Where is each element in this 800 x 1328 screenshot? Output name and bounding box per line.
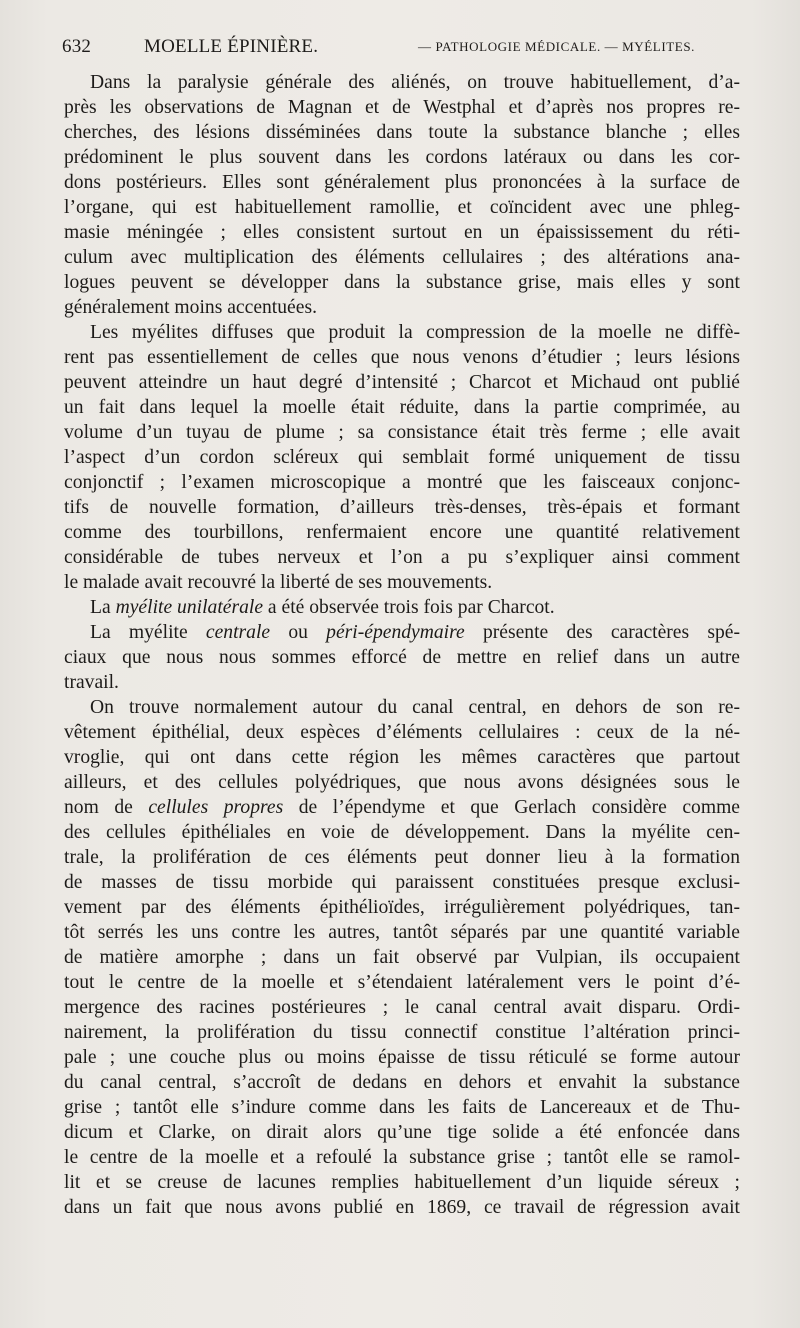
text-line: cherches, des lésions disséminées dans toute la substance blanche ; elles xyxy=(64,122,740,143)
text-line: Les myélites diffuses que produit la compression de la moelle ne diffè- xyxy=(90,322,740,343)
text-line: mergence des racines postérieures ; le canal central avait disparu. Ordi- xyxy=(64,997,740,1018)
text-line: conjonctif ; l’examen microscopique a montré que les faisceaux conjonc- xyxy=(64,472,740,493)
text-line: tifs de nouvelle formation, d’ailleurs très-denses, très-épais et formant xyxy=(64,497,740,518)
text-line: volume d’un tuyau de plume ; sa consistance était très ferme ; elle avait xyxy=(64,422,740,443)
text-line: La myélite centrale ou péri-épendymaire présente des caractères spé- xyxy=(90,622,740,643)
text-line: vêtement épithélial, deux espèces d’éléments cellulaires : ceux de la né- xyxy=(64,722,740,743)
text-line: tôt serrés les uns contre les autres, tantôt séparés par une quantité variable xyxy=(64,922,740,943)
text-line: trale, la prolifération de ces éléments peut donner lieu à la formation xyxy=(64,847,740,868)
text-line: considérable de tubes nerveux et l’on a pu s’expliquer ainsi comment xyxy=(64,547,740,568)
text-line: vroglie, qui ont dans cette région les mêmes caractères que partout xyxy=(64,747,740,768)
text-line: tout le centre de la moelle et s’étendaient latéralement vers le point d’é- xyxy=(64,972,740,993)
text-line: l’organe, qui est habituellement ramollie, et coïncident avec une phleg- xyxy=(64,197,740,218)
text-line: de masses de tissu morbide qui paraissent constituées presque exclusi- xyxy=(64,872,740,893)
text-line: vement par des éléments épithélioïdes, irrégulièrement polyédriques, tan- xyxy=(64,897,740,918)
text-line: logues peuvent se développer dans la substance grise, mais elles y sont xyxy=(64,272,740,293)
text-line: peuvent atteindre un haut degré d’intensité ; Charcot et Michaud ont publié xyxy=(64,372,740,393)
text-line: de matière amorphe ; dans un fait observé par Vulpian, ils occupaient xyxy=(64,947,740,968)
header-title: MOELLE ÉPINIÈRE. xyxy=(144,36,319,57)
text-line: pale ; une couche plus ou moins épaisse de tissu réticulé se forme autour xyxy=(64,1047,740,1068)
text-line: dans un fait que nous avons publié en 1869, ce travail de régression avait xyxy=(64,1197,740,1218)
body-text xyxy=(64,70,740,1220)
text-line: un fait dans lequel la moelle était réduite, dans la partie comprimée, au xyxy=(64,397,740,418)
text-line: dons postérieurs. Elles sont généralement plus prononcées à la surface de xyxy=(64,172,740,193)
text-line: du canal central, s’accroît de dedans en dehors et envahit la substance xyxy=(64,1072,740,1093)
text-line: culum avec multiplication des éléments cellulaires ; des altérations ana- xyxy=(64,247,740,268)
text-line: nom de cellules propres de l’épendyme et que Gerlach considère comme xyxy=(64,797,740,818)
text-line: grise ; tantôt elle s’indure comme dans les faits de Lancereaux et de Thu- xyxy=(64,1097,740,1118)
text-line: masie méningée ; elles consistent surtout en un épaississement du réti- xyxy=(64,222,740,243)
text-line: ciaux que nous nous sommes efforcé de mettre en relief dans un autre xyxy=(64,647,740,668)
text-line: le malade avait recouvré la liberté de ses mouvements. xyxy=(64,572,493,593)
text-line: le centre de la moelle et a refoulé la substance grise ; tantôt elle se ramol- xyxy=(64,1147,740,1168)
text-line: comme des tourbillons, renfermaient encore une quantité relativement xyxy=(64,522,740,543)
text-line: nairement, la prolifération du tissu connectif constitue l’altération princi- xyxy=(64,1022,740,1043)
text-line: des cellules épithéliales en voie de développement. Dans la myélite cen- xyxy=(64,822,740,843)
text-line: rent pas essentiellement de celles que nous venons d’étudier ; leurs lésions xyxy=(64,347,740,368)
text-line: lit et se creuse de lacunes remplies habituellement d’un liquide séreux ; xyxy=(64,1172,740,1193)
text-line: travail. xyxy=(64,672,119,693)
text-line: On trouve normalement autour du canal central, en dehors de son re- xyxy=(90,697,740,718)
text-line: Dans la paralysie générale des aliénés, on trouve habituellement, d’a- xyxy=(90,72,740,93)
text-line: prédominent le plus souvent dans les cordons latéraux ou dans les cor- xyxy=(64,147,740,168)
text-line: généralement moins accentuées. xyxy=(64,297,317,318)
header-subtitle: — PATHOLOGIE MÉDICALE. — MYÉLITES. xyxy=(418,39,696,54)
text-line: près les observations de Magnan et de Westphal et d’après nos propres re- xyxy=(64,97,740,118)
page-number: 632 xyxy=(62,36,92,57)
running-header xyxy=(62,36,742,60)
text-line: ailleurs, et des cellules polyédriques, que nous avons désignées sous le xyxy=(64,772,740,793)
text-line: La myélite unilatérale a été observée trois fois par Charcot. xyxy=(90,597,555,618)
text-line: l’aspect d’un cordon scléreux qui semblait formé uniquement de tissu xyxy=(64,447,740,468)
text-line: dicum et Clarke, on dirait alors qu’une tige solide a été enfoncée dans xyxy=(64,1122,740,1143)
